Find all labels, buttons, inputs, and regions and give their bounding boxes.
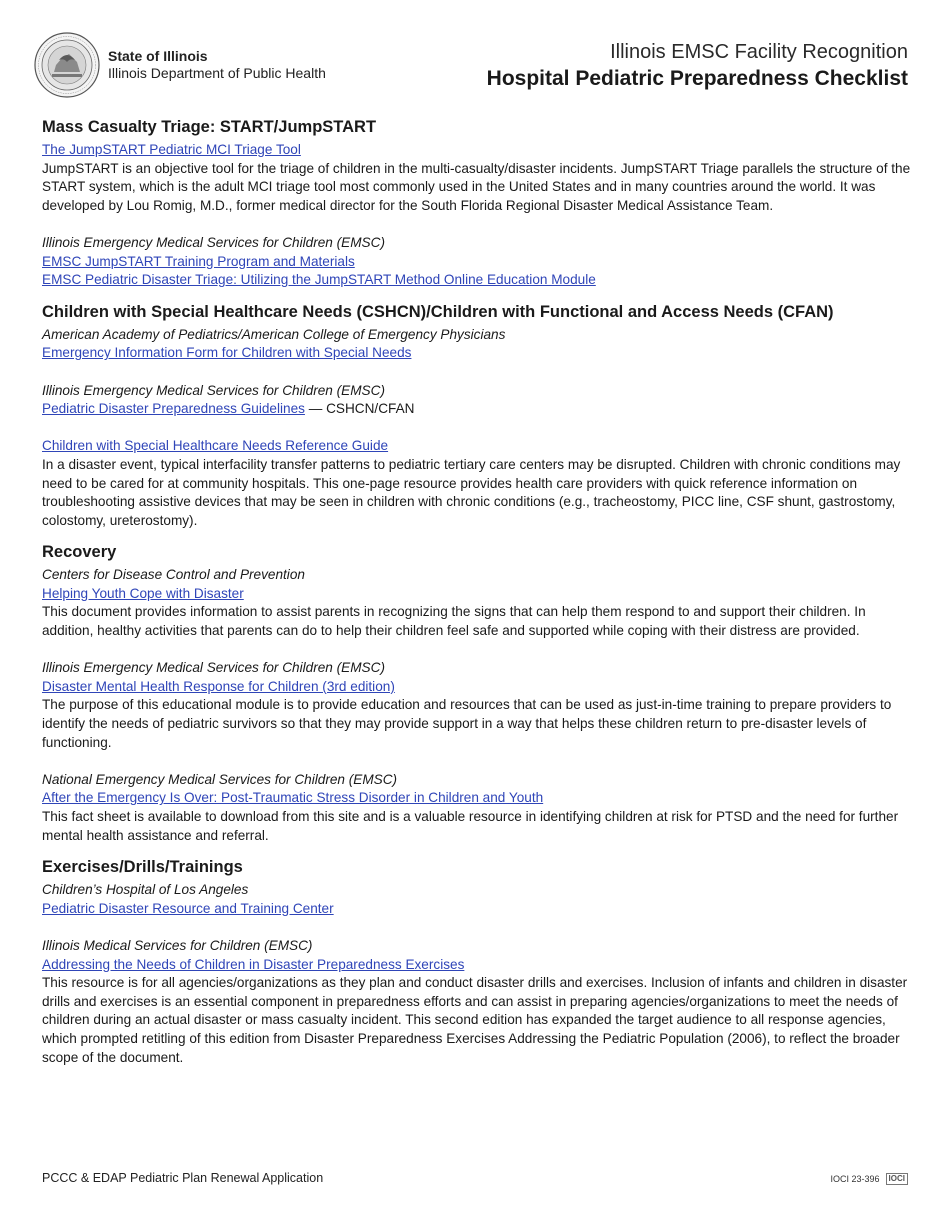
footer-code-block <box>831 1173 908 1185</box>
section-exercises-drills-trainings <box>42 856 912 1067</box>
ioci-logo: IOCI <box>886 1173 908 1185</box>
description: The purpose of this educational module is to provide education and resources that can be used as just-in-time training to prepare providers to identify the needs of pediatric survivors so that they may provide support in a way that helps these children return to pre-disaster levels of functioning. <box>42 697 892 750</box>
link-jumpstart-triage-tool[interactable]: The JumpSTART Pediatric MCI Triage Tool <box>42 142 301 157</box>
description: This document provides information to assist parents in recognizing the signs that can help them respond to and support their children. In addition, healthy activities that parents can do to help their children feel safe and supported while coping with their distress are provided. <box>42 604 866 639</box>
section-mass-casualty-triage <box>42 116 912 290</box>
footer-application-name: PCCC & EDAP Pediatric Plan Renewal Application <box>42 1171 324 1185</box>
section-heading: Exercises/Drills/Trainings <box>42 858 243 877</box>
link-emergency-information-form[interactable]: Emergency Information Form for Children with Special Needs <box>42 345 412 361</box>
section-heading: Mass Casualty Triage: START/JumpSTART <box>42 118 377 136</box>
link-jumpstart-training[interactable]: EMSC JumpSTART Training Program and Materials <box>42 253 355 269</box>
document-title <box>487 39 908 93</box>
title-program: Illinois EMSC Facility Recognition <box>610 41 908 63</box>
link-helping-youth-cope[interactable]: Helping Youth Cope with Disaster <box>42 585 244 601</box>
source-name: Illinois Medical Services for Children (EMSC) <box>42 937 313 953</box>
document-body <box>42 116 912 1067</box>
link-disaster-preparedness-exercises[interactable]: Addressing the Needs of Children in Disaster Preparedness Exercises <box>42 956 465 972</box>
footer-form-code: IOCI 23-396 <box>830 1174 880 1184</box>
description: In a disaster event, typical interfacility transfer patterns to pediatric tertiary care centers may be disrupted. Children with chronic conditions may need to be cared for at community hospitals. This one-page resource provides health care providers with quick reference information on troubleshooting assistive devices that may be seen in children with chronic conditions (e.g., tracheostomy, PICC line, CSF shunt, gastrostomy, colostomy, ureterostomy). <box>42 456 901 528</box>
illinois-state-seal <box>34 32 100 98</box>
link-pediatric-disaster-resource-center[interactable]: Pediatric Disaster Resource and Training Center <box>42 900 334 916</box>
link-disaster-mental-health[interactable]: Disaster Mental Health Response for Children (3rd edition) <box>42 678 395 694</box>
description: JumpSTART is an objective tool for the triage of children in the multi-casualty/disaster incidents. JumpSTART Triage parallels the structure of the START system, which is the adult MCI triage tool most commonly used in the United States and in many countries around the world. It was developed by Lou Romig, M.D., former medical director for the South Florida Regional Disaster Medical Assistance Team. <box>42 160 911 213</box>
org-line-department: Illinois Department of Public Health <box>108 65 326 81</box>
source-name: Children’s Hospital of Los Angeles <box>42 882 249 898</box>
description: This fact sheet is available to download from this site and is a valuable resource in identifying children at risk for PTSD and the need for further mental health assistance and referral. <box>42 809 899 843</box>
link-after-the-emergency-ptsd[interactable]: After the Emergency Is Over: Post-Traumatic Stress Disorder in Children and Youth <box>42 790 544 806</box>
description: This resource is for all agencies/organizations as they plan and conduct disaster drills and exercises. Inclusion of infants and children in disaster drills and exercises is an essential component in preparedness efforts and can assist in preparing agencies/organizations to meet the needs of children during an actual disaster or mass casualty incident. This second edition has expanded the target audience to all response agencies, which prompted retitling of this edition from Disaster Preparedness Exercises Addressing the Pediatric Population (2006), to reflect the broader scope of the document. <box>42 975 908 1065</box>
source-name: Illinois Emergency Medical Services for Children (EMSC) <box>42 382 385 398</box>
org-line-state: State of Illinois <box>108 48 208 64</box>
section-cshcn-cfan <box>42 301 912 531</box>
link-jumpstart-online-module[interactable]: EMSC Pediatric Disaster Triage: Utilizing the JumpSTART Method Online Education Module <box>42 272 596 288</box>
title-checklist: Hospital Pediatric Preparedness Checklist <box>486 67 908 90</box>
agency-name <box>108 48 326 82</box>
link-suffix: — CSHCN/CFAN <box>304 401 415 417</box>
link-cshcn-reference-guide[interactable]: Children with Special Healthcare Needs Reference Guide <box>42 438 389 454</box>
source-name: Illinois Emergency Medical Services for Children (EMSC) <box>42 234 385 250</box>
link-pediatric-disaster-guidelines[interactable]: Pediatric Disaster Preparedness Guidelines <box>42 401 305 417</box>
source-name: American Academy of Pediatrics/American College of Emergency Physicians <box>42 326 506 342</box>
source-name: Illinois Emergency Medical Services for Children (EMSC) <box>42 660 385 676</box>
source-name: National Emergency Medical Services for Children (EMSC) <box>42 771 398 787</box>
source-name: Centers for Disease Control and Prevention <box>42 567 305 583</box>
section-heading: Recovery <box>42 543 117 562</box>
section-heading: Children with Special Healthcare Needs (CSHCN)/Children with Functional and Access Needs (CFAN) <box>42 302 834 321</box>
page-header <box>0 0 950 110</box>
section-recovery <box>42 541 912 845</box>
